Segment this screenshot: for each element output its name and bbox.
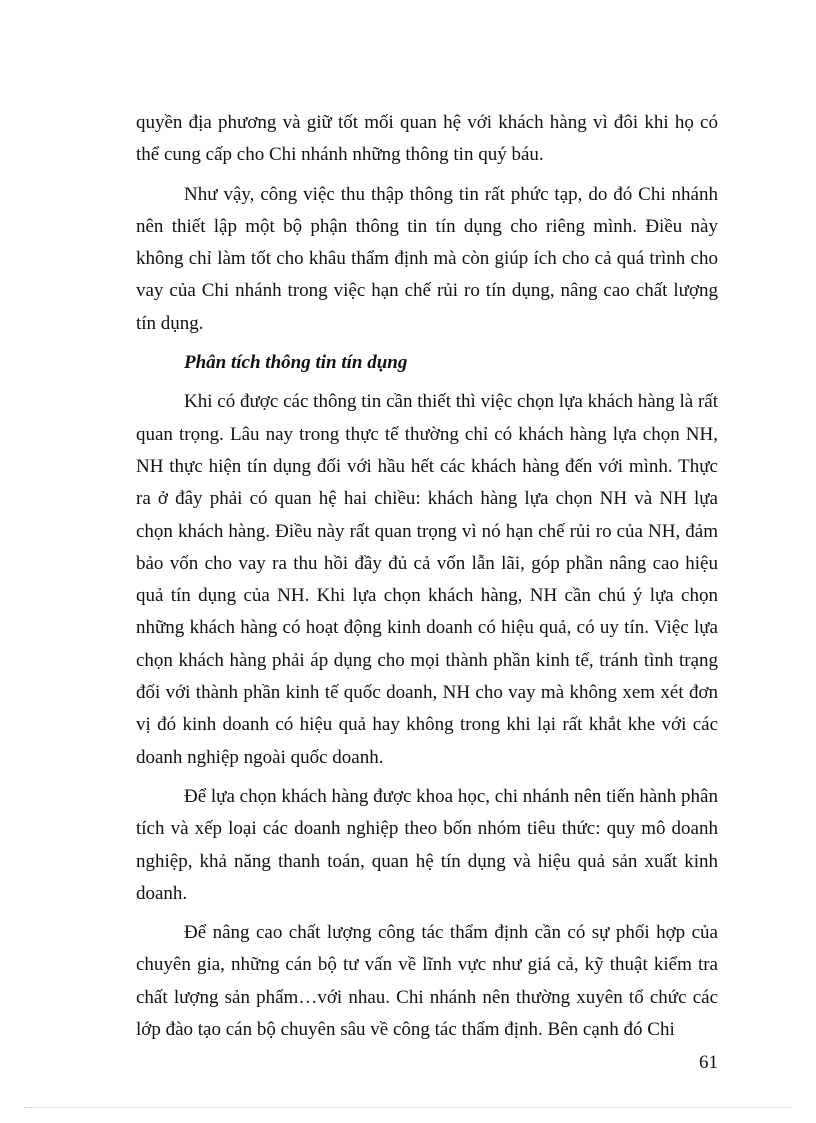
- paragraph-continuation: quyền địa phương và giữ tốt mối quan hệ với khách hàng vì đôi khi họ có thể cung cấp cho Chi nhánh những thông tin quý báu.: [136, 112, 718, 166]
- page-body: [136, 107, 718, 1046]
- page-number: 61: [699, 1052, 718, 1073]
- paragraph-customer-selection: Khi có được các thông tin cần thiết thì việc chọn lựa khách hàng là rất quan trọng. Lâu nay trong thực tế thường chỉ có khách hàng lựa chọn NH, NH thực hiện tín dụng đối với hầu hết các khách hàng đến với mình. Thực ra ở đây phải có quan hệ hai chiều: khách hàng lựa chọn NH và NH lựa chọn khách hàng. Điều này rất quan trọng vì nó hạn chế rủi ro của NH, đảm bảo vốn cho vay ra thu hồi đầy đủ cả vốn lẫn lãi, góp phần nâng cao hiệu quả tín dụng của NH. Khi lựa chọn khách hàng, NH cần chú ý lựa chọn những khách hàng có hoạt động kinh doanh có hiệu quả, có uy tín. Việc lựa chọn khách hàng phải áp dụng cho mọi thành phần kinh tế, tránh tình trạng đối với thành phần kinh tế quốc doanh, NH cho vay mà không xem xét đơn vị đó kinh doanh có hiệu quả hay không trong khi lại rất khắt khe với các doanh nghiệp ngoài quốc doanh.: [136, 391, 718, 768]
- paragraph-appraisal-quality: Để nâng cao chất lượng công tác thẩm định cần có sự phối hợp của chuyên gia, những cán bộ tư vấn về lĩnh vực như giá cả, kỹ thuật kiểm tra chất lượng sản phẩm…với nhau. Chi nhánh nên thường xuyên tổ chức các lớp đào tạo cán bộ chuyên sâu về công tác thẩm định. Bên cạnh đó Chi: [136, 922, 718, 1041]
- paragraph-info-collection: Như vậy, công việc thu thập thông tin rất phức tạp, do đó Chi nhánh nên thiết lập một bộ phận thông tin tín dụng cho riêng mình. Điều này không chỉ làm tốt cho khâu thẩm định mà còn giúp ích cho cả quá trình cho vay của Chi nhánh trong việc hạn chế rủi ro tín dụng, nâng cao chất lượng tín dụng.: [136, 183, 718, 334]
- paragraph-enterprise-classification: Để lựa chọn khách hàng được khoa học, chi nhánh nên tiến hành phân tích và xếp loại các doanh nghiệp theo bốn nhóm tiêu thức: quy mô doanh nghiệp, khả năng thanh toán, quan hệ tín dụng và hiệu quả sản xuất kinh doanh.: [136, 785, 718, 904]
- footer-divider: [24, 1107, 792, 1108]
- section-heading: Phân tích thông tin tín dụng: [184, 352, 408, 374]
